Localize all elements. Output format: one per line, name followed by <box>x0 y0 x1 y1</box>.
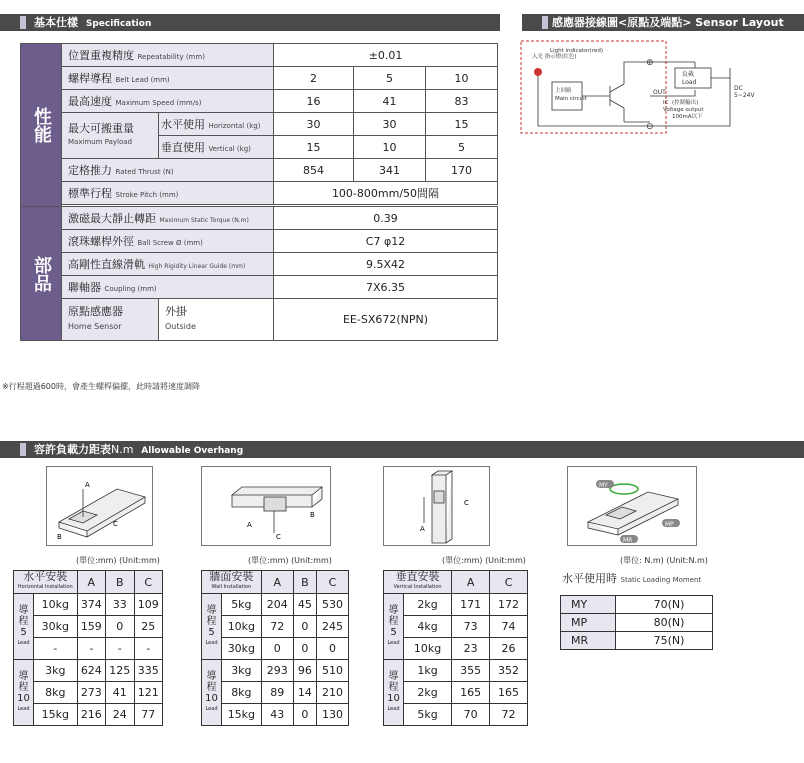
label-my: MY <box>599 482 608 489</box>
torque-value: 0.39 <box>274 207 498 230</box>
table-cell: 10kg <box>222 616 262 638</box>
moment-value: 75(N) <box>616 632 713 650</box>
table-cell: 159 <box>77 616 105 638</box>
thrust-label: 定格推力 Rated Thrust (N) <box>62 159 274 182</box>
col-header: B <box>293 571 316 594</box>
table-cell: 73 <box>452 616 490 638</box>
col-header: C <box>490 571 528 594</box>
table-cell: 121 <box>134 682 162 704</box>
table-cell: 8kg <box>34 682 78 704</box>
thrust-value: 170 <box>426 159 498 182</box>
table-cell: 15kg <box>34 704 78 726</box>
table-cell: 25 <box>134 616 162 638</box>
wall-diagram <box>201 466 331 546</box>
moment-title: 水平使用時 Static Loading Moment <box>562 572 702 585</box>
label-b: B <box>57 533 62 541</box>
label-c: C <box>464 499 469 507</box>
lead-10-label: 導 程 10 Lead <box>202 660 222 726</box>
table-cell: 4kg <box>404 616 452 638</box>
overhang-section-header <box>0 441 804 458</box>
lead-label: 螺桿導程 Belt Lead (mm) <box>62 67 274 90</box>
table-cell: - <box>106 638 134 660</box>
table-cell: 172 <box>490 594 528 616</box>
table-cell: - <box>77 638 105 660</box>
table-cell: 273 <box>77 682 105 704</box>
col-header: A <box>452 571 490 594</box>
label-mp: MP <box>665 521 674 528</box>
table-cell: 23 <box>452 638 490 660</box>
table-cell: 45 <box>293 594 316 616</box>
light-indicator-label: Light indicator(red) <box>550 48 603 54</box>
load-zh: 負載 <box>682 71 695 78</box>
sensor-header-text: 感應器接線圖<原點及端點> Sensor Layout <box>552 16 784 29</box>
voltage-label: 5~24V <box>734 92 755 99</box>
payload-h-value: 30 <box>354 113 426 136</box>
main-circuit-zh: 主回路 <box>555 88 572 94</box>
thrust-value: 854 <box>274 159 354 182</box>
col-header: A <box>77 571 105 594</box>
table-cell: - <box>34 638 78 660</box>
wall-table <box>201 570 349 726</box>
table-cell: 26 <box>490 638 528 660</box>
table-cell: 624 <box>77 660 105 682</box>
stroke-label: 標準行程 Stroke Pitch (mm) <box>62 182 274 205</box>
label-c: C <box>113 520 118 528</box>
table-cell: 24 <box>106 704 134 726</box>
lead-5-label: 導 程 5 Lead <box>202 594 222 660</box>
moment-value: 70(N) <box>616 596 713 614</box>
dc-label: DC <box>734 85 743 92</box>
coupling-label: 聯軸器 Coupling (mm) <box>62 276 274 299</box>
stroke-value: 100-800mm/50間隔 <box>274 182 498 205</box>
table-cell: 165 <box>490 682 528 704</box>
table-cell: 216 <box>77 704 105 726</box>
table-cell: 165 <box>452 682 490 704</box>
guide-label: 高剛性直線滑軌 High Rigidity Linear Guide (mm) <box>62 253 274 276</box>
table-cell: 510 <box>317 660 349 682</box>
outside-label: 外掛 Outside <box>159 299 274 341</box>
lead-5-label: 導 程 5 Lead <box>384 594 404 660</box>
moment-key: MP <box>561 614 616 632</box>
table-cell: 0 <box>293 616 316 638</box>
sensor-diagram <box>520 40 804 136</box>
home-label: 原點感應器 Home Sensor <box>62 299 159 341</box>
table-cell: - <box>134 638 162 660</box>
col-header: B <box>106 571 134 594</box>
main-circuit-en: Main circuit <box>555 96 587 102</box>
voltage-output-label: Voltage output <box>663 107 704 113</box>
sensor-section-header <box>522 14 804 31</box>
table-cell: 355 <box>452 660 490 682</box>
thrust-value: 341 <box>354 159 426 182</box>
group-parts: 部品 <box>21 207 62 341</box>
spec-section-header <box>0 14 500 31</box>
moment-key: MR <box>561 632 616 650</box>
max-current-label: 100mA以下 <box>672 114 703 120</box>
table-cell: 125 <box>106 660 134 682</box>
table-cell: 0 <box>293 704 316 726</box>
table-cell: 10kg <box>34 594 78 616</box>
table-cell: 41 <box>106 682 134 704</box>
payload-h-value: 30 <box>274 113 354 136</box>
minus-terminal-icon: ⊖ <box>646 122 654 132</box>
payload-v-value: 5 <box>426 136 498 159</box>
repeat-label: 位置重複精度 Repeatability (mm) <box>62 44 274 67</box>
stroke-note: ※行程超過600時，會產生螺桿偏擺，此時請將速度調降 <box>2 382 200 391</box>
header-mark <box>20 16 26 29</box>
table-cell: 72 <box>261 616 293 638</box>
table-cell: 130 <box>317 704 349 726</box>
vertical-table <box>383 570 528 726</box>
table-cell: 335 <box>134 660 162 682</box>
table-cell: 1kg <box>404 660 452 682</box>
guide-value: 9.5X42 <box>274 253 498 276</box>
moment-diagram <box>567 466 697 546</box>
table-cell: 77 <box>134 704 162 726</box>
table-cell: 374 <box>77 594 105 616</box>
table-cell: 89 <box>261 682 293 704</box>
label-mr: MR <box>623 537 633 544</box>
wall-title: 牆面安裝 Wall Installation <box>202 571 262 594</box>
table-cell: 3kg <box>34 660 78 682</box>
table-cell: 0 <box>261 638 293 660</box>
speed-label: 最高速度 Maximum Speed (mm/s) <box>62 90 274 113</box>
table-cell: 70 <box>452 704 490 726</box>
table-cell: 245 <box>317 616 349 638</box>
label-a: A <box>247 521 252 529</box>
table-cell: 352 <box>490 660 528 682</box>
lead-10-label: 導 程 10 Lead <box>14 660 34 726</box>
screw-label: 滾珠螺桿外徑 Ball Screw Ø (mm) <box>62 230 274 253</box>
lead-value: 10 <box>426 67 498 90</box>
label-a: A <box>85 481 90 489</box>
spec-header-zh: 基本仕樣 <box>34 16 78 29</box>
unit-label-wall: (單位:mm) (Unit:mm) <box>248 556 332 565</box>
table-cell: 2kg <box>404 594 452 616</box>
indicator-zh-label: 入光 指示燈(紅色) <box>532 54 577 60</box>
col-header: C <box>134 571 162 594</box>
unit-label-horizontal: (單位:mm) (Unit:mm) <box>76 556 160 565</box>
lead-5-label: 導 程 5 Lead <box>14 594 34 660</box>
overhang-header-unit: N.m <box>111 443 134 456</box>
payload-h-label: 水平使用 Horizontal (kg) <box>159 113 274 136</box>
table-cell: 171 <box>452 594 490 616</box>
table-cell: 204 <box>261 594 293 616</box>
table-cell: 43 <box>261 704 293 726</box>
load-en: Load <box>682 79 697 86</box>
home-value: EE-SX672(NPN) <box>274 299 498 341</box>
table-cell: 96 <box>293 660 316 682</box>
label-a: A <box>420 525 425 533</box>
label-b: B <box>310 511 315 519</box>
unit-label-vertical: (單位:mm) (Unit:mm) <box>442 556 526 565</box>
ic-zh-label: (控制輸出) <box>672 100 699 106</box>
table-cell: 5kg <box>222 594 262 616</box>
table-cell: 210 <box>317 682 349 704</box>
group-performance: 性能 <box>21 44 62 207</box>
moment-table <box>560 595 713 650</box>
table-cell: 2kg <box>404 682 452 704</box>
payload-v-value: 15 <box>274 136 354 159</box>
plus-terminal-icon: ⊕ <box>646 58 654 68</box>
table-cell: 30kg <box>222 638 262 660</box>
spec-header-en: Specification <box>85 19 152 29</box>
table-cell: 530 <box>317 594 349 616</box>
label-c: C <box>276 533 281 541</box>
horizontal-diagram <box>46 466 153 546</box>
table-cell: 15kg <box>222 704 262 726</box>
table-cell: 74 <box>490 616 528 638</box>
table-cell: 293 <box>261 660 293 682</box>
unit-label-moment: (單位: N.m) (Unit:N.m) <box>620 556 708 565</box>
overhang-header-zh: 容許負載力距表 <box>34 443 111 456</box>
coupling-value: 7X6.35 <box>274 276 498 299</box>
moment-key: MY <box>561 596 616 614</box>
col-header: A <box>261 571 293 594</box>
lead-10-label: 導 程 10 Lead <box>384 660 404 726</box>
payload-v-value: 10 <box>354 136 426 159</box>
lead-value: 5 <box>354 67 426 90</box>
led-icon <box>534 68 542 76</box>
payload-v-label: 垂直使用 Vertical (kg) <box>159 136 274 159</box>
payload-h-value: 15 <box>426 113 498 136</box>
table-cell: 5kg <box>404 704 452 726</box>
speed-value: 16 <box>274 90 354 113</box>
screw-value: C7 φ12 <box>274 230 498 253</box>
overhang-header-en: Allowable Overhang <box>141 446 244 456</box>
moment-value: 80(N) <box>616 614 713 632</box>
out-label: OUT <box>653 89 666 96</box>
table-cell: 0 <box>317 638 349 660</box>
vertical-diagram <box>383 466 490 546</box>
horizontal-title: 水平安裝 Horizontal Installation <box>14 571 78 594</box>
table-cell: 3kg <box>222 660 262 682</box>
lead-value: 2 <box>274 67 354 90</box>
spec-table <box>20 43 498 341</box>
table-cell: 30kg <box>34 616 78 638</box>
vertical-title: 垂直安裝 Vertical Installation <box>384 571 452 594</box>
table-cell: 72 <box>490 704 528 726</box>
table-cell: 10kg <box>404 638 452 660</box>
header-mark <box>542 16 548 29</box>
col-header: C <box>317 571 349 594</box>
table-cell: 109 <box>134 594 162 616</box>
payload-label: 最大可搬重量 Maximum Payload <box>62 113 159 159</box>
ic-label: IC <box>663 100 669 106</box>
speed-value: 41 <box>354 90 426 113</box>
header-mark <box>20 443 26 456</box>
speed-value: 83 <box>426 90 498 113</box>
torque-label: 激磁最大靜止轉距 Maximum Static Torque (N.m) <box>62 207 274 230</box>
table-cell: 14 <box>293 682 316 704</box>
table-cell: 33 <box>106 594 134 616</box>
table-cell: 0 <box>293 638 316 660</box>
table-cell: 8kg <box>222 682 262 704</box>
table-cell: 0 <box>106 616 134 638</box>
repeat-value: ±0.01 <box>274 44 498 67</box>
horizontal-table <box>13 570 163 726</box>
